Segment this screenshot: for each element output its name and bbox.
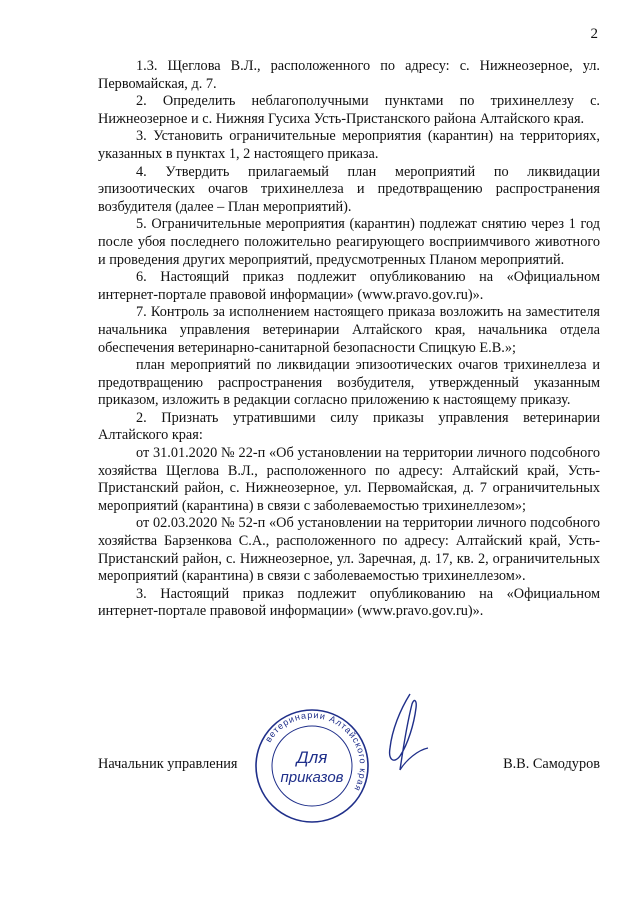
paragraph-order-52p: от 02.03.2020 № 52-п «Об установлении на территории личного подсобного хозяйства Барзенкова С.А., расположенного по адресу: Алтайский край, Усть-Пристанский район, с. Нижнеозерное, ул. Заречная, д. 17, кв. 2, ограничительных мероприятий (карантина) в связи с заболеваемостью трихинеллезом». bbox=[98, 515, 600, 585]
paragraph-3-restrictions: 3. Установить ограничительные мероприятия (карантин) на территориях, указанных в пунктах 1, 2 настоящего приказа. bbox=[98, 128, 600, 162]
paragraph-5-lifting: 5. Ограничительные мероприятия (карантин) подлежат снятию через 1 год после убоя последнего положительно реагирующего восприимчивого животного и проведения других мероприятий, предусмотренных Планом мероприятий. bbox=[98, 216, 600, 268]
paragraph-invalidate-orders: 2. Признать утратившими силу приказы управления ветеринарии Алтайского края: bbox=[98, 409, 600, 444]
signer-name: В.В. Самодуров bbox=[503, 756, 600, 772]
stamp-ring-text: ветеринарии Алтайского края bbox=[263, 709, 369, 794]
paragraph-4-approve-plan: 4. Утвердить прилагаемый план мероприятий по ликвидации эпизоотических очагов трихинеллеза и предотвращению распространения возбудителя (далее – План мероприятий). bbox=[98, 163, 600, 215]
official-stamp bbox=[252, 706, 372, 826]
signer-title: Начальник управления bbox=[98, 756, 238, 772]
stamp-center-text-1: Для bbox=[296, 748, 328, 767]
stamp-center-text-2: приказов bbox=[280, 769, 344, 786]
paragraph-1-3: 1.3. Щеглова В.Л., расположенного по адресу: с. Нижнеозерное, ул. Первомайская, д. 7. bbox=[98, 58, 600, 92]
paragraph-2-define-points: 2. Определить неблагополучными пунктами по трихинеллезу с. Нижнеозерное и с. Нижняя Гусиха Усть-Пристанского района Алтайского края. bbox=[98, 93, 600, 127]
paragraph-6-publication: 6. Настоящий приказ подлежит опубликованию на «Официальном интернет-портале правовой информации» (www.pravo.gov.ru)». bbox=[98, 269, 600, 303]
paragraph-7-control: 7. Контроль за исполнением настоящего приказа возложить на заместителя начальника управления ветеринарии Алтайского края, начальника отдела обеспечения ветеринарно-санитарной безопасности Спицкую Е.В.»; bbox=[98, 304, 600, 356]
page-number: 2 bbox=[590, 26, 598, 42]
handwritten-signature bbox=[370, 690, 460, 780]
paragraph-plan-edition: план мероприятий по ликвидации эпизоотических очагов трихинеллеза и предотвращению распространения возбудителя, утвержденный указанным приказом, изложить в редакции согласно приложению к настоящему приказу. bbox=[98, 357, 600, 409]
paragraph-order-22p: от 31.01.2020 № 22-п «Об установлении на территории личного подсобного хозяйства Щеглова В.Л., расположенного по адресу: Алтайский край, Усть-Пристанский район, с. Нижнеозерное, ул. Первомайская, д. 7 ограничительных мероприятий (карантина) в связи с заболеваемостью трихинеллезом»; bbox=[98, 445, 600, 514]
document-body bbox=[98, 58, 600, 621]
paragraph-final-publication: 3. Настоящий приказ подлежит опубликованию на «Официальном интернет-портале правовой информации» (www.pravo.gov.ru)». bbox=[98, 585, 600, 620]
